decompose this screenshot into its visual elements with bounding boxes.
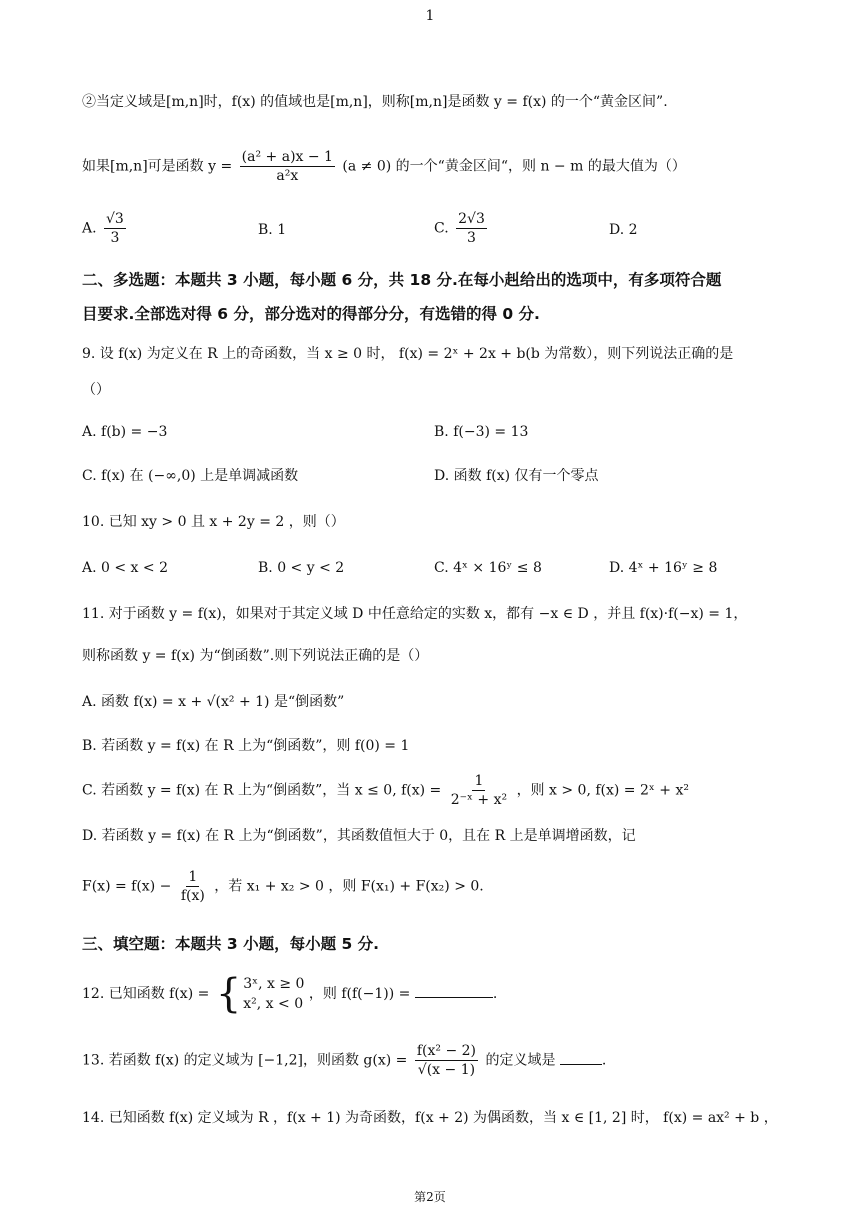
intro-fraction (240, 148, 335, 185)
q11-option-d: D. 若函数 y = f(x) 在 R 上为“倒函数”，其函数值恒大于 0，且在 R 上是单调增函数，记 (82, 828, 636, 844)
q11-option-d2-pre: F(x) = f(x) − (82, 878, 172, 895)
q12-brace-icon: { (215, 971, 242, 1017)
q13-num: f(x² − 2) (416, 1043, 477, 1059)
q13-answer-blank[interactable] (560, 1050, 602, 1065)
q8-option-c-num: 2√3 (458, 211, 485, 227)
intro-line-2 (82, 148, 686, 185)
section2-heading-line-2: 目要求.全部选对得 6 分，部分选对的得部分分，有选错的得 0 分. (82, 305, 540, 323)
q11-option-d2-fraction (179, 868, 207, 905)
q8-option-a-label: A. (82, 220, 97, 237)
q13-post: 的定义域是 (485, 1052, 556, 1069)
q13-den: √(x − 1) (417, 1062, 476, 1078)
q12-answer-blank[interactable] (415, 983, 493, 998)
intro-fraction-denominator: a²x (276, 168, 299, 184)
q11-option-c (82, 772, 689, 809)
intro-line-2-pre: 如果[m,n]可是函数 y = (82, 158, 233, 175)
page-number: 1 (425, 8, 435, 24)
q11-option-c-pre: C. 若函数 y = f(x) 在 R 上为“倒函数”，当 x ≤ 0, f(x) = (82, 782, 442, 799)
q8-option-c-label: C. (434, 220, 449, 237)
q13-fraction (415, 1042, 478, 1079)
q8-option-a-num: √3 (106, 211, 124, 227)
q8-option-b: B. 1 (258, 222, 287, 238)
q10-option-a: A. 0 < x < 2 (82, 560, 168, 576)
q13: 13. 若函数 f(x) 的定义域为 [−1,2]，则函数 g(x) = $\frac{\text{f(x² − 2)}}{√(x - 1)}$ 的定义域是 . (82, 1043, 607, 1078)
q14-stem: 14. 已知函数 f(x) 定义域为 R ，f(x + 1) 为奇函数，f(x + 2) 为偶函数，当 x ∈ [1, 2] 时， f(x) = ax² + b ， (82, 1110, 778, 1126)
q8-option-a-den: 3 (110, 230, 120, 246)
q8-option-d: D. 2 (609, 222, 638, 238)
q12-pre: 12. 已知函数 f(x) = (82, 986, 210, 1002)
q11-option-d-line-2 (82, 868, 484, 905)
intro-fraction-numerator: (a² + a)x − 1 (241, 149, 333, 165)
q12-post: ，则 f(f(−1)) = (308, 986, 411, 1002)
q8-option-a-fraction (104, 210, 126, 247)
q12-case-1: 3ˣ, x ≥ 0 (243, 976, 305, 992)
q12-cases (243, 974, 304, 1014)
q11-stem-cont: 则称函数 y = f(x) 为“倒函数”.则下列说法正确的是（） (82, 648, 429, 664)
q9-option-a: A. f(b) = −3 (82, 424, 168, 440)
q11-option-c-num: 1 (474, 773, 484, 789)
q8-option-c-fraction (456, 210, 487, 247)
q11-option-c-post: ，则 x > 0, f(x) = 2ˣ + x² (516, 782, 689, 799)
section3-heading: 三、填空题：本题共 3 小题，每小题 5 分. (82, 935, 380, 953)
intro-line-2-post: (a ≠ 0) 的一个“黄金区间“，则 n − m 的最大值为（） (342, 158, 686, 175)
q9-stem-cont: （） (82, 382, 110, 398)
q11-option-d2-post: ，若 x₁ + x₂ > 0 ，则 F(x₁) + F(x₂) > 0. (214, 878, 484, 895)
q11-option-d2-den: f(x) (180, 888, 205, 904)
q10-option-c: C. 4ˣ × 16ʸ ≤ 8 (434, 560, 542, 576)
q11-option-c-den: 2⁻ˣ + x² (450, 792, 508, 808)
q9-option-b: B. f(−3) = 13 (434, 424, 529, 440)
q11-option-a: A. 函数 f(x) = x + √(x² + 1) 是“倒函数” (82, 694, 345, 710)
q13-pre: 13. 若函数 f(x) 的定义域为 [−1,2]，则函数 g(x) = (82, 1052, 408, 1069)
q9-option-d: D. 函数 f(x) 仅有一个零点 (434, 468, 599, 484)
q8-option-c-den: 3 (467, 230, 476, 246)
q11-stem: 11. 对于函数 y = f(x)，如果对于其定义域 D 中任意给定的实数 x，都有 −x ∈ D ，并且 f(x)·f(−x) = 1， (82, 606, 748, 622)
q10-option-b: B. 0 < y < 2 (258, 560, 345, 576)
q12-case-2: x², x < 0 (243, 996, 304, 1012)
q8-option-a (82, 210, 129, 247)
q10-option-d: D. 4ˣ + 16ʸ ≥ 8 (609, 560, 718, 576)
q11-option-c-fraction (449, 772, 509, 809)
q10-stem: 10. 已知 xy > 0 且 x + 2y = 2 ，则（） (82, 514, 345, 530)
page-footer: 第2页 (414, 1190, 446, 1204)
q9-stem: 9. 设 f(x) 为定义在 R 上的奇函数，当 x ≥ 0 时， f(x) = 2ˣ + 2x + b(b 为常数），则下列说法正确的是 (82, 346, 734, 362)
section2-heading-line-1: 二、多选题：本题共 3 小题，每小题 6 分，共 18 分.在每小赳给出的选项中，有多项符合题 (82, 271, 722, 289)
intro-line-1: ②当定义域是[m,n]时，f(x) 的值域也是[m,n]，则称[m,n]是函数 y = f(x) 的一个“黄金区间”. (82, 94, 668, 110)
q8-option-c (434, 210, 490, 247)
q11-option-b: B. 若函数 y = f(x) 在 R 上为“倒函数”，则 f(0) = 1 (82, 738, 410, 754)
q12-piecewise (214, 971, 305, 1017)
q12: 12. 已知函数 f(x) = { 3ˣ, x ≥ 0 x², x < 0 ，则 f(f(−1)) = . (82, 971, 498, 1017)
q11-option-d2-num: 1 (188, 869, 198, 885)
q9-option-c: C. f(x) 在 (−∞,0) 上是单调减函数 (82, 468, 299, 484)
